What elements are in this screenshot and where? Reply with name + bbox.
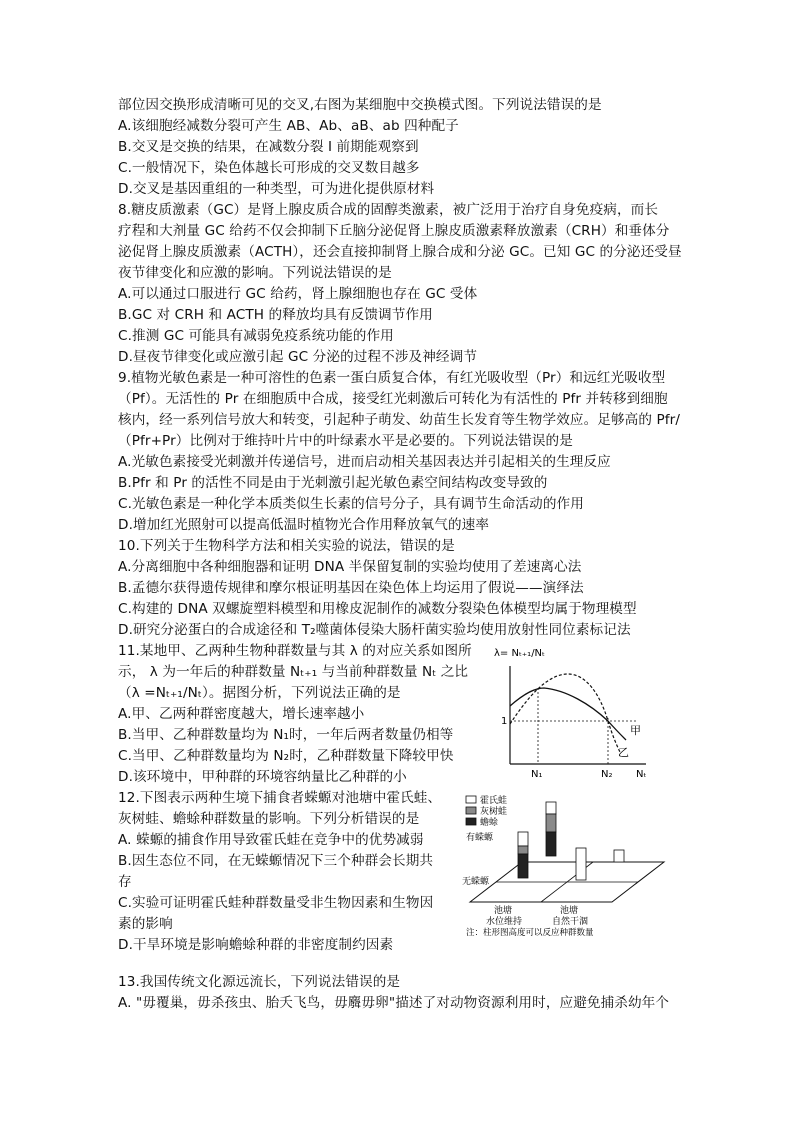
q11-lambda-chart <box>486 644 656 782</box>
q13-stem: 13.我国传统文化源远流长，下列说法错误的是 <box>118 974 401 990</box>
q9-stem-line3: 核内，经一系列信号放大和转变，引起种子萌发、幼苗生长发育等生物学效应。足够高的 Pfr/ <box>118 412 681 428</box>
q8-option-b: B.GC 对 CRH 和 ACTH 的释放均具有反馈调节作用 <box>118 307 433 323</box>
q12-col2-line1: 池塘 <box>560 906 579 916</box>
q11-option-d: D.该环境中，甲种群的环境容纳量比乙种群的小 <box>118 769 407 785</box>
q11-xlabel: Nₜ <box>636 769 647 780</box>
q9-option-c: C.光敏色素是一种化学本质类似生长素的信号分子，具有调节生命活动的作用 <box>118 496 584 512</box>
bar-nonewt-kept-hoshi <box>518 832 528 846</box>
q11-legend-yi: 乙 <box>618 746 629 759</box>
q12-stem-line1: 12.下图表示两种生境下捕食者蝾螈对池塘中霍氏蛙、 <box>118 790 442 806</box>
q12-option-d: D.干旱环境是影响蟾蜍种群的非密度制约因素 <box>118 937 394 953</box>
q7-option-d: D.交叉是基因重组的一种类型，可为进化提供原材料 <box>118 181 435 197</box>
q10-option-d: D.研究分泌蛋白的合成途径和 T₂噬菌体侵染大肠杆菌实验均使用放射性同位素标记法 <box>118 622 631 638</box>
q10-option-a: A.分离细胞中各种细胞器和证明 DNA 半保留复制的实验均使用了差速离心法 <box>118 559 582 575</box>
q12-option-b-line2: 存 <box>118 874 132 890</box>
q9-option-b: B.Pfr 和 Pr 的活性不同是由于光刺激引起光敏色素空间结构改变导致的 <box>118 475 548 491</box>
q12-option-a: A. 蝾螈的捕食作用导致霍氏蛙在竞争中的优势减弱 <box>118 832 424 848</box>
q12-row-with-newt: 有蝾螈 <box>466 833 494 843</box>
bar-newt-kept-hoshi <box>546 802 556 814</box>
q12-col1-line2: 水位维持 <box>486 917 523 927</box>
bar-newt-kept-treefrog <box>546 814 556 832</box>
q11-ylabel: λ= Nₜ₊₁/Nₜ <box>494 648 545 659</box>
q12-row-no-newt: 无蝾螈 <box>462 877 490 887</box>
q12-option-b-line1: B.因生态位不同，在无蝾螈情况下三个种群会长期共 <box>118 853 434 869</box>
q8-option-a: A.可以通过口服进行 GC 给药，肾上腺细胞也存在 GC 受体 <box>118 286 478 302</box>
bar-nonewt-dried-hoshi <box>576 848 586 880</box>
q7-option-c: C.一般情况下，染色体越长可形成的交叉数目越多 <box>118 160 420 176</box>
legend-swatch-hoshi <box>466 796 476 803</box>
bar-newt-dried-hoshi <box>614 850 624 862</box>
legend-gray-tree-frog: 灰树蛙 <box>480 807 508 817</box>
q12-col1-line1: 池塘 <box>494 906 513 916</box>
q7-stem: 部位因交换形成清晰可见的交叉,右图为某细胞中交换模式图。下列说法错误的是 <box>118 97 602 113</box>
q8-stem-line4: 夜节律变化和应激的影响。下列说法错误的是 <box>118 265 392 281</box>
q12-stem-line2: 灰树蛙、蟾蜍种群数量的影响。下列分析错误的是 <box>118 811 420 827</box>
q11-stem-line1: 11.某地甲、乙两种生物种群数量与其 λ 的对应关系如图所 <box>118 643 472 659</box>
q13-option-a: A. "毋覆巢，毋杀孩虫、胎夭飞鸟，毋麛毋卵"描述了对动物资源利用时，应避免捕杀幼年个 <box>118 995 670 1011</box>
legend-swatch-gray-tree-frog <box>466 807 476 814</box>
q8-stem-line1: 8.糖皮质激素（GC）是肾上腺皮质合成的固醇类激素，被广泛用于治疗自身免疫病，而长 <box>118 202 659 218</box>
q9-stem-line4: （Pfr+Pr）比例对于维持叶片中的叶绿素水平是必要的。下列说法错误的是 <box>118 433 573 449</box>
q11-stem-line3: （λ =Nₜ₊₁/Nₜ）。据图分析，下列说法正确的是 <box>118 685 401 701</box>
bar-newt-kept-toad <box>546 832 556 856</box>
q8-option-c: C.推测 GC 可能具有减弱免疫系统功能的作用 <box>118 328 394 344</box>
q8-stem-line3: 泌促肾上腺皮质激素（ACTH），还会直接抑制肾上腺合成和分泌 GC。已知 GC 的分泌还受昼 <box>118 244 682 260</box>
bar-nonewt-kept-toad <box>518 854 528 878</box>
q12-option-c-line2: 素的影响 <box>118 916 173 932</box>
q11-series-yi <box>510 674 620 752</box>
q7-option-b: B.交叉是交换的结果，在减数分裂 I 前期能观察到 <box>118 139 419 155</box>
q8-option-d: D.昼夜节律变化或应激引起 GC 分泌的过程不涉及神经调节 <box>118 349 478 365</box>
q9-stem-line2: （Pf）。无活性的 Pr 在细胞质中合成，接受红光刺激后可转化为有活性的 Pfr 并转移到细胞 <box>118 391 668 407</box>
q10-option-c: C.构建的 DNA 双螺旋塑料模型和用橡皮泥制作的减数分裂染色体模型均属于物理模型 <box>118 601 637 617</box>
q12-col2-line2: 自然干涸 <box>552 917 589 927</box>
legend-hoshi: 霍氏蛙 <box>480 796 508 806</box>
legend-toad: 蟾蜍 <box>480 818 499 828</box>
q12-option-c-line1: C.实验可证明霍氏蛙种群数量受非生物因素和生物因 <box>118 895 434 911</box>
q9-option-d: D.增加红光照射可以提高低温时植物光合作用释放氧气的速率 <box>118 517 490 533</box>
q11-stem-line2: 示， λ 为一年后的种群数量 Nₜ₊₁ 与当前种群数量 Nₜ 之比 <box>118 664 469 680</box>
q11-x-tick-n1: N₁ <box>531 769 543 780</box>
q11-legend-jia: 甲 <box>630 724 641 737</box>
q11-option-a: A.甲、乙两种群密度越大，增长速率越小 <box>118 706 365 722</box>
q7-option-a: A.该细胞经减数分裂可产生 AB、Ab、aB、ab 四种配子 <box>118 118 459 134</box>
q11-option-b: B.当甲、乙种群数量均为 N₁时，一年后两者数量仍相等 <box>118 727 454 743</box>
bar-nonewt-kept-treefrog <box>518 846 528 854</box>
q11-y-tick-1: 1 <box>501 716 508 727</box>
q9-stem-line1: 9.植物光敏色素是一种可溶性的色素一蛋白质复合体，有红光吸收型（Pr）和远红光吸收型 <box>118 370 666 386</box>
q11-option-c: C.当甲、乙种群数量均为 N₂时，乙种群数量下降较甲快 <box>118 748 454 764</box>
q11-x-tick-n2: N₂ <box>601 769 613 780</box>
q12-note: 注：柱形图高度可以反应种群数量 <box>466 928 594 936</box>
q10-option-b: B.孟德尔获得遗传规律和摩尔根证明基因在染色体上均运用了假说——演绎法 <box>118 580 584 596</box>
legend-swatch-toad <box>466 818 476 825</box>
q10-stem: 10.下列关于生物科学方法和相关实验的说法，错误的是 <box>118 538 455 554</box>
q8-stem-line2: 疗程和大剂量 GC 给药不仅会抑制下丘脑分泌促肾上腺皮质激素释放激素（CRH）和垂体分 <box>118 223 670 239</box>
q11-series-jia <box>510 688 626 740</box>
q12-bar-chart <box>462 790 684 936</box>
q9-option-a: A.光敏色素接受光刺激并传递信号，进而启动相关基因表达并引起相关的生理反应 <box>118 454 611 470</box>
